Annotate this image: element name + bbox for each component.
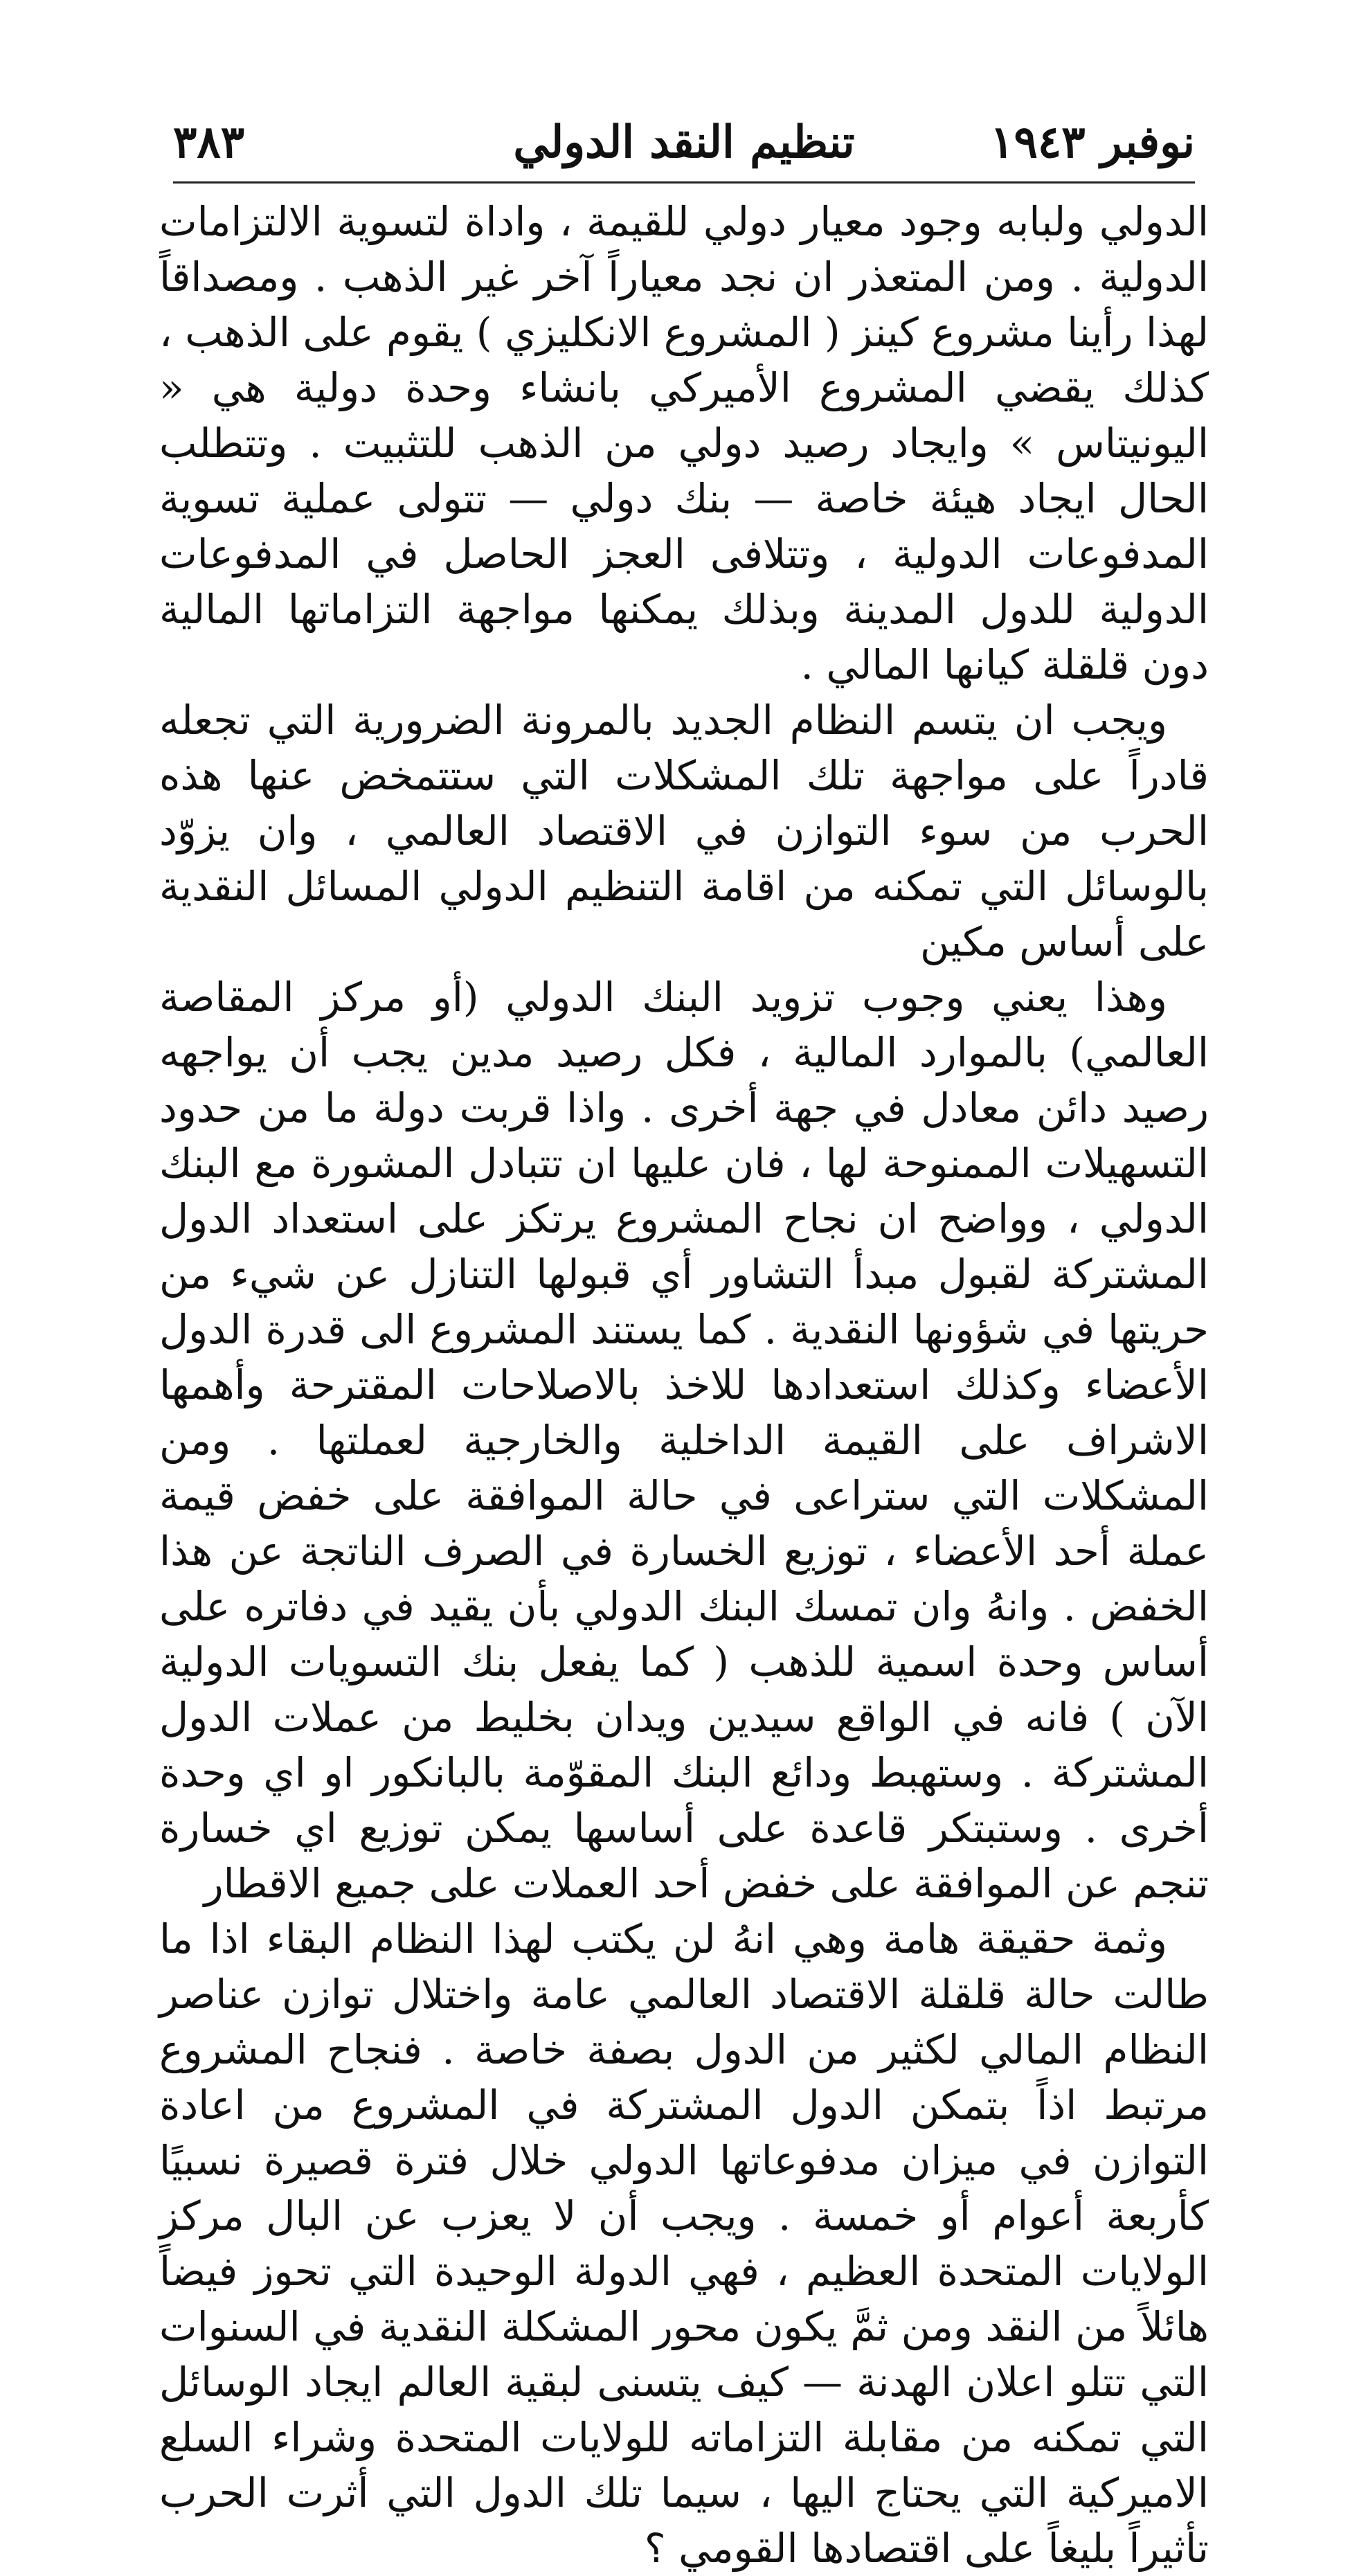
page-number: ٣٨٣ [173,116,245,168]
paragraph-1: الدولي ولبابه وجود معيار دولي للقيمة ، واداة لتسوية الالتزامات الدولية . ومن المتعذر ان نجد معياراً آخر غير الذهب . ومصداقاً لهذا رأينا مشروع كينز ( المشروع الانكليزي ) يقوم على الذهب ، كذلك يقضي المشروع الأميركي بانشاء وحدة دولية هي « اليونيتاس » وايجاد رصيد دولي من الذهب للتثبيت . وتتطلب الحال ايجاد هيئة خاصة — بنك دولي — تتولى عملية تسوية المدفوعات الدولية ، وتتلافى العجز الحاصل في المدفوعات الدولية للدول المدينة وبذلك يمكنها مواجهة التزاماتها المالية دون قلقلة كيانها المالي . [159,198,1209,688]
paragraph-2: ويجب ان يتسم النظام الجديد بالمرونة الضرورية التي تجعله قادراً على مواجهة تلك المشكلات التي ستتمخض عنها هذه الحرب من سوء التوازن في الاقتصاد العالمي ، وان يزوّد بالوسائل التي تمكنه من اقامة التنظيم الدولي المسائل النقدية على أساس مكين [159,697,1209,965]
header-rule [173,181,1195,184]
paragraph-4: وثمة حقيقة هامة وهي انهُ لن يكتب لهذا النظام البقاء اذا ما طالت حالة قلقلة الاقتصاد العالمي عامة واختلال توازن عناصر النظام المالي لكثير من الدول بصفة خاصة . فنجاح المشروع مرتبط اذاً بتمكن الدول المشتركة في المشروع من اعادة التوازن في ميزان مدفوعاتها الدولي خلال فترة قصيرة نسبيًا كأربعة أعوام أو خمسة . ويجب أن لا يعزب عن البال مركز الولايات المتحدة العظيم ، فهي الدولة الوحيدة التي تحوز فيضاً هائلاً من النقد ومن ثمَّ يكون محور المشكلة النقدية في السنوات التي تتلو اعلان الهدنة — كيف يتسنى لبقية العالم ايجاد الوسائل التي تمكنه من مقابلة التزاماته للولايات المتحدة وشراء السلع الاميركية التي يحتاج اليها ، سيما تلك الدول التي أثرت الحرب تأثيراً بليغاً على اقتصادها القومي ؟ [159,1915,1209,2572]
page-body [159,194,1209,2572]
paragraph-3: وهذا يعني وجوب تزويد البنك الدولي (أو مركز المقاصة العالمي) بالموارد المالية ، فكل رصيد مدين يجب أن يواجهه رصيد دائن معادل في جهة أخرى . واذا قربت دولة ما من حدود التسهيلات الممنوحة لها ، فان عليها ان تتبادل المشورة مع البنك الدولي ، وواضح ان نجاح المشروع يرتكز على استعداد الدول المشتركة لقبول مبدأ التشاور أي قبولها التنازل عن شيء من حريتها في شؤونها النقدية . كما يستند المشروع الى قدرة الدول الأعضاء وكذلك استعدادها للاخذ بالاصلاحات المقترحة وأهمها الاشراف على القيمة الداخلية والخارجية لعملتها . ومن المشكلات التي ستراعى في حالة الموافقة على خفض قيمة عملة أحد الأعضاء ، توزيع الخسارة في الصرف الناتجة عن هذا الخفض . وانهُ وان تمسك البنك الدولي بأن يقيد في دفاتره على أساس وحدة اسمية للذهب ( كما يفعل بنك التسويات الدولية الآن ) فانه في الواقع سيدين ويدان بخليط من عملات الدول المشتركة . وستهبط ودائع البنك المقوّمة بالبانكور او اي وحدة أخرى . وستبتكر قاعدة على أساسها يمكن توزيع اي خسارة تنجم عن الموافقة على خفض أحد العملات على جميع الاقطار [159,974,1209,1907]
header-title: تنظيم النقد الدولي [513,116,855,168]
header-date: نوفبر ١٩٤٣ [990,116,1195,168]
running-header [173,104,1195,180]
